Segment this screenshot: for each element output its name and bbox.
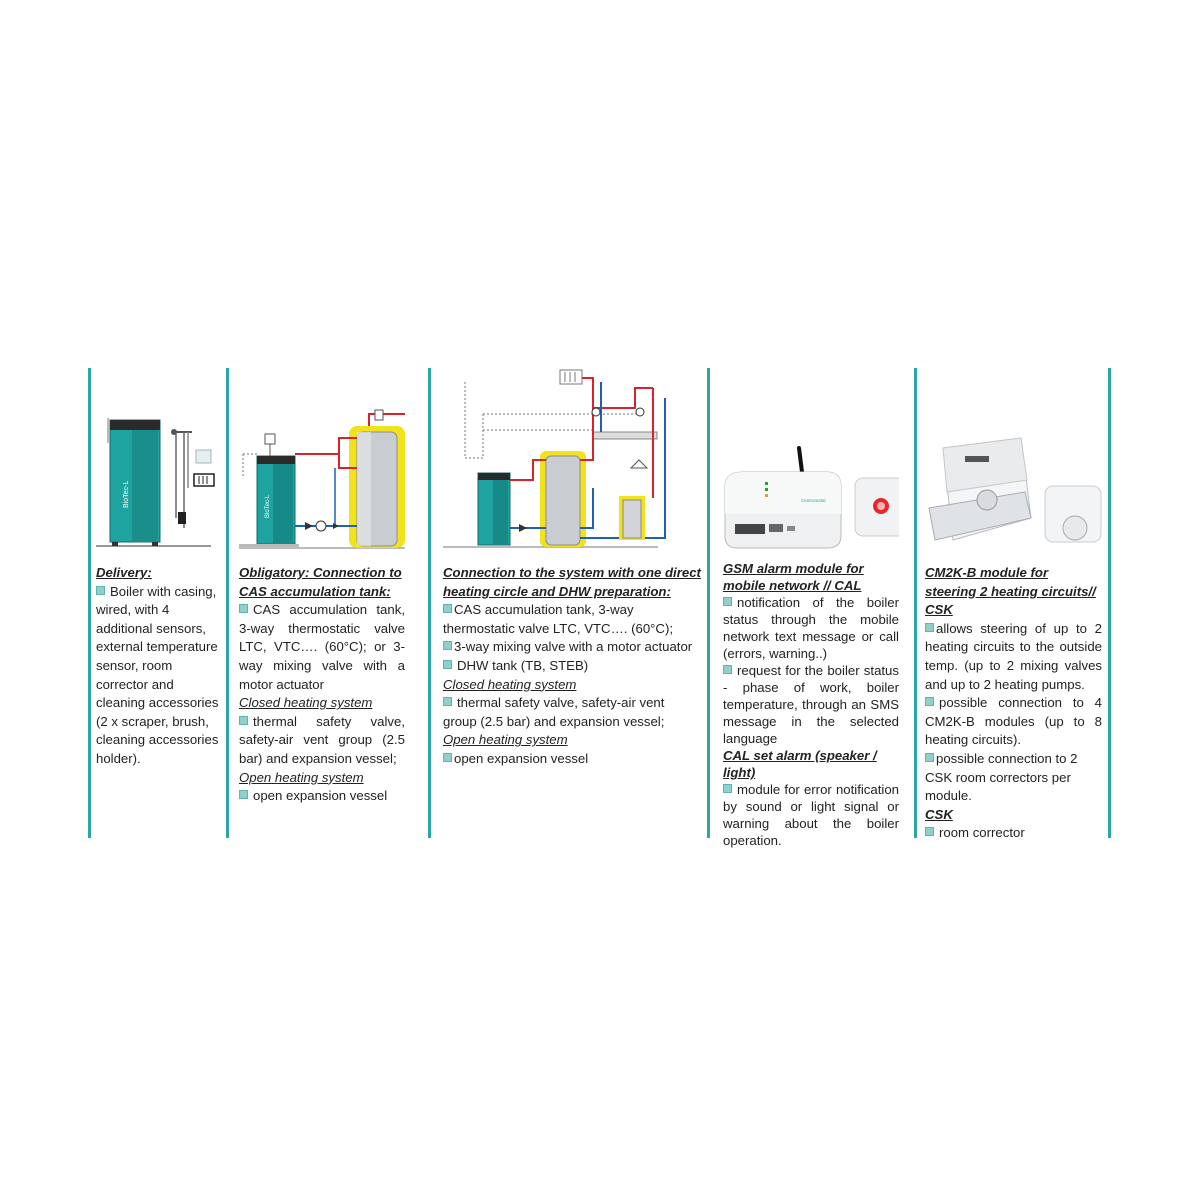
delivery-heading: Delivery:: [96, 565, 152, 580]
list-item: thermal safety valve, safety-air vent group (2.5 bar) and expansion vessel;: [239, 713, 405, 766]
bullet-icon: [239, 604, 248, 613]
bullet-icon: [443, 604, 452, 613]
obligatory-heading: Obligatory: Connection to CAS accumulation tank:: [239, 565, 402, 599]
gsm-module-image: [723, 368, 899, 553]
list-item: notification of the boiler status through the mobile network text message or call (errors, warning..): [723, 595, 899, 661]
column-divider: [428, 368, 431, 838]
list-item: request for the boiler status - phase of work, boiler temperature, through an SMS message in the selected language: [723, 663, 899, 746]
list-item: open expansion vessel: [239, 787, 405, 806]
list-item: allows steering of up to 2 heating circuits to the outside temp. (up to 2 mixing valves and up to 2 heating pumps.: [925, 620, 1102, 692]
system-connection-heading: Connection to the system with one direct heating circle and DHW preparation:: [443, 565, 701, 599]
csk-heading: CSK: [925, 806, 953, 822]
bullet-icon: [443, 660, 452, 669]
column-divider: [88, 368, 91, 838]
column-system-connection: [443, 368, 701, 838]
cas-tank-diagram: [239, 368, 405, 553]
list-item: 3-way mixing valve with a motor actuator: [443, 638, 701, 657]
cm2kb-heading: CM2K-B module for steering 2 heating circuits// CSK: [925, 565, 1096, 618]
column-delivery: [96, 368, 222, 838]
heating-system-diagram: [443, 368, 701, 553]
bullet-icon: [723, 597, 732, 606]
list-item: possible connection to 2 CSK room correctors per module.: [925, 750, 1078, 804]
open-system-subheading: Open heating system: [443, 732, 568, 748]
open-system-subheading: Open heating system: [239, 769, 364, 785]
column-obligatory-text: [239, 564, 405, 806]
bullet-icon: [723, 665, 732, 674]
bullet-icon: [443, 753, 452, 762]
bullet-icon: [925, 697, 934, 706]
column-delivery-text: [96, 564, 222, 769]
column-divider: [914, 368, 917, 838]
column-system-connection-text: [443, 564, 701, 769]
bullet-icon: [239, 716, 248, 725]
column-gsm-alarm: [723, 368, 899, 848]
list-item: CAS accumulation tank, 3-way thermostatic valve LTC, VTC…. (60°C);: [443, 602, 674, 636]
gsm-alarm-heading: GSM alarm module for mobile network // CAL: [723, 561, 864, 593]
column-cm2kb-text: [925, 564, 1102, 843]
bullet-icon: [96, 586, 105, 595]
closed-system-subheading: Closed heating system: [443, 676, 577, 692]
column-obligatory: [239, 368, 405, 838]
boiler-delivery-image: [96, 368, 222, 553]
boiler-brand-label: BioTec-L: [265, 494, 271, 518]
bullet-icon: [925, 623, 934, 632]
list-item: thermal safety valve, safety-air vent group (2.5 bar) and expansion vessel;: [443, 695, 665, 729]
list-item: DHW tank (TB, STEB): [443, 657, 701, 676]
column-divider: [226, 368, 229, 838]
list-item: module for error notification by sound or light signal or warning about the boiler operation.: [723, 782, 899, 848]
cm2kb-module-image: [925, 368, 1102, 553]
bullet-icon: [239, 790, 248, 799]
boiler-brand-label: BioTec-L: [123, 480, 130, 508]
column-divider: [707, 368, 710, 838]
bullet-icon: [443, 697, 452, 706]
list-item: possible connection to 4 CM2K-B modules (up to 8 heating circuits).: [925, 695, 1102, 748]
closed-system-subheading: Closed heating system: [239, 695, 373, 711]
list-item: open expansion vessel: [443, 750, 701, 769]
bullet-icon: [925, 827, 934, 836]
column-gsm-alarm-text: [723, 560, 899, 849]
list-item: Boiler with casing, wired, with 4 additional sensors, external temperature sensor, room corrector and cleaning accessories (2 x scraper, brush, cleaning accessories holder).: [96, 583, 219, 766]
column-divider: [1108, 368, 1111, 838]
column-cm2kb: [925, 368, 1102, 841]
list-item: room corrector: [925, 824, 1102, 843]
bullet-icon: [723, 784, 732, 793]
cal-alarm-heading: CAL set alarm (speaker / light): [723, 748, 877, 780]
bullet-icon: [443, 641, 452, 650]
list-item: CAS accumulation tank, 3-way thermostatic valve LTC, VTC…. (60°C); or 3-way mixing valve with a motor actuator: [239, 602, 405, 692]
bullet-icon: [925, 753, 934, 762]
gsm-device-brand: Centrometal: [801, 498, 826, 503]
